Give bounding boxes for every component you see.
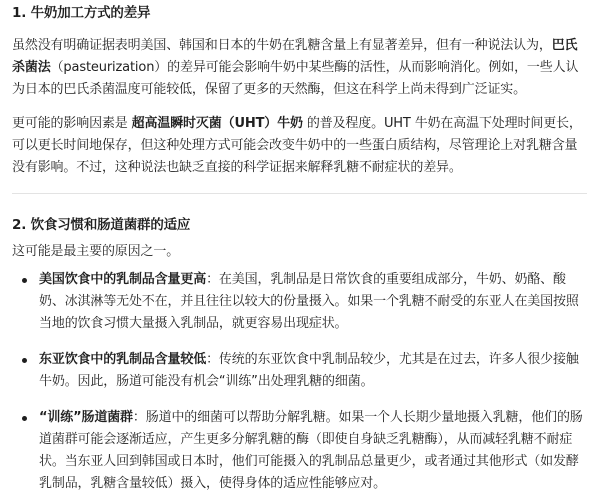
bold-term: “训练”肠道菌群 [39,410,133,425]
paragraph-text: （pasteurization）的差异可能会影响牛奶中某些酶的活性，从而影响消化。例如，一些人认为日本的巴氏杀菌温度可能较低，保留了更多的天然酶，但这在科学上尚未得到广泛证实。 [12,60,579,97]
section-divider [12,193,587,194]
paragraph-pasteurization [12,35,587,101]
list-item-east-asian-dairy [12,349,587,393]
list-item-text [39,407,587,495]
paragraph-text: 更可能的影响因素是 [12,116,132,131]
bullet-list [12,269,587,495]
paragraph-text: 虽然没有明确证据表明美国、韩国和日本的牛奶在乳糖含量上有显著差异，但有一种说法认为， [12,38,552,53]
list-item-us-dairy [12,269,587,335]
paragraph-text: 的普及程度。UHT 牛奶在高温下处理时间更长，可以更长时间地保存，但这种处理方式可能会改变牛奶中的一些蛋白质结构，尽管理论上对乳糖含量没有影响。不过，这种说法也缺乏直接的科学证据来解释乳糖不耐症状的差异。 [12,116,582,175]
section-heading-diet-gut-flora: 2. 饮食习惯和肠道菌群的适应 [12,217,191,233]
section-intro: 这可能是最主要的原因之一。 [12,244,180,259]
section-heading-milk-processing: 1. 牛奶加工方式的差异 [12,5,151,21]
bullet-marker [22,358,27,363]
list-item-body: ：传统的东亚饮食中乳制品较少，尤其是在过去，许多人很少接触牛奶。因此，肠道可能没有机会“训练”出处理乳糖的细菌。 [39,352,579,389]
bold-term: 美国饮食中的乳制品含量更高 [39,272,207,287]
list-item-text [39,269,587,335]
list-item-body: ：在美国，乳制品是日常饮食的重要组成部分，牛奶、奶酪、酸奶、冰淇淋等无处不在，并且往往以较大的份量摄入。如果一个乳糖不耐受的东亚人在美国按照当地的饮食习惯大量摄入乳制品，就更容易出现症状。 [39,272,579,331]
paragraph-uht [12,113,587,179]
bullet-marker [22,278,27,283]
bold-term-uht-milk: 超高温瞬时灭菌（UHT）牛奶 [131,116,303,131]
bold-term-pasteurization: 巴氏杀菌法 [12,38,578,75]
bold-term: 东亚饮食中的乳制品含量较低 [39,352,207,367]
bullet-marker [22,416,27,421]
list-item-body: ：肠道中的细菌可以帮助分解乳糖。如果一个人长期少量地摄入乳糖，他们的肠道菌群可能会逐渐适应，产生更多分解乳糖的酶（即使自身缺乏乳糖酶），从而减轻乳糖不耐症状。当东亚人回到韩国或日本时，他们可能摄入的乳制品总量更少，或者通过其他形式（如发酵乳制品，乳糖含量较低）摄入，使得身体的适应性能够应对。 [39,410,583,491]
list-item-train-gut-flora [12,407,587,495]
list-item-text [39,349,587,393]
